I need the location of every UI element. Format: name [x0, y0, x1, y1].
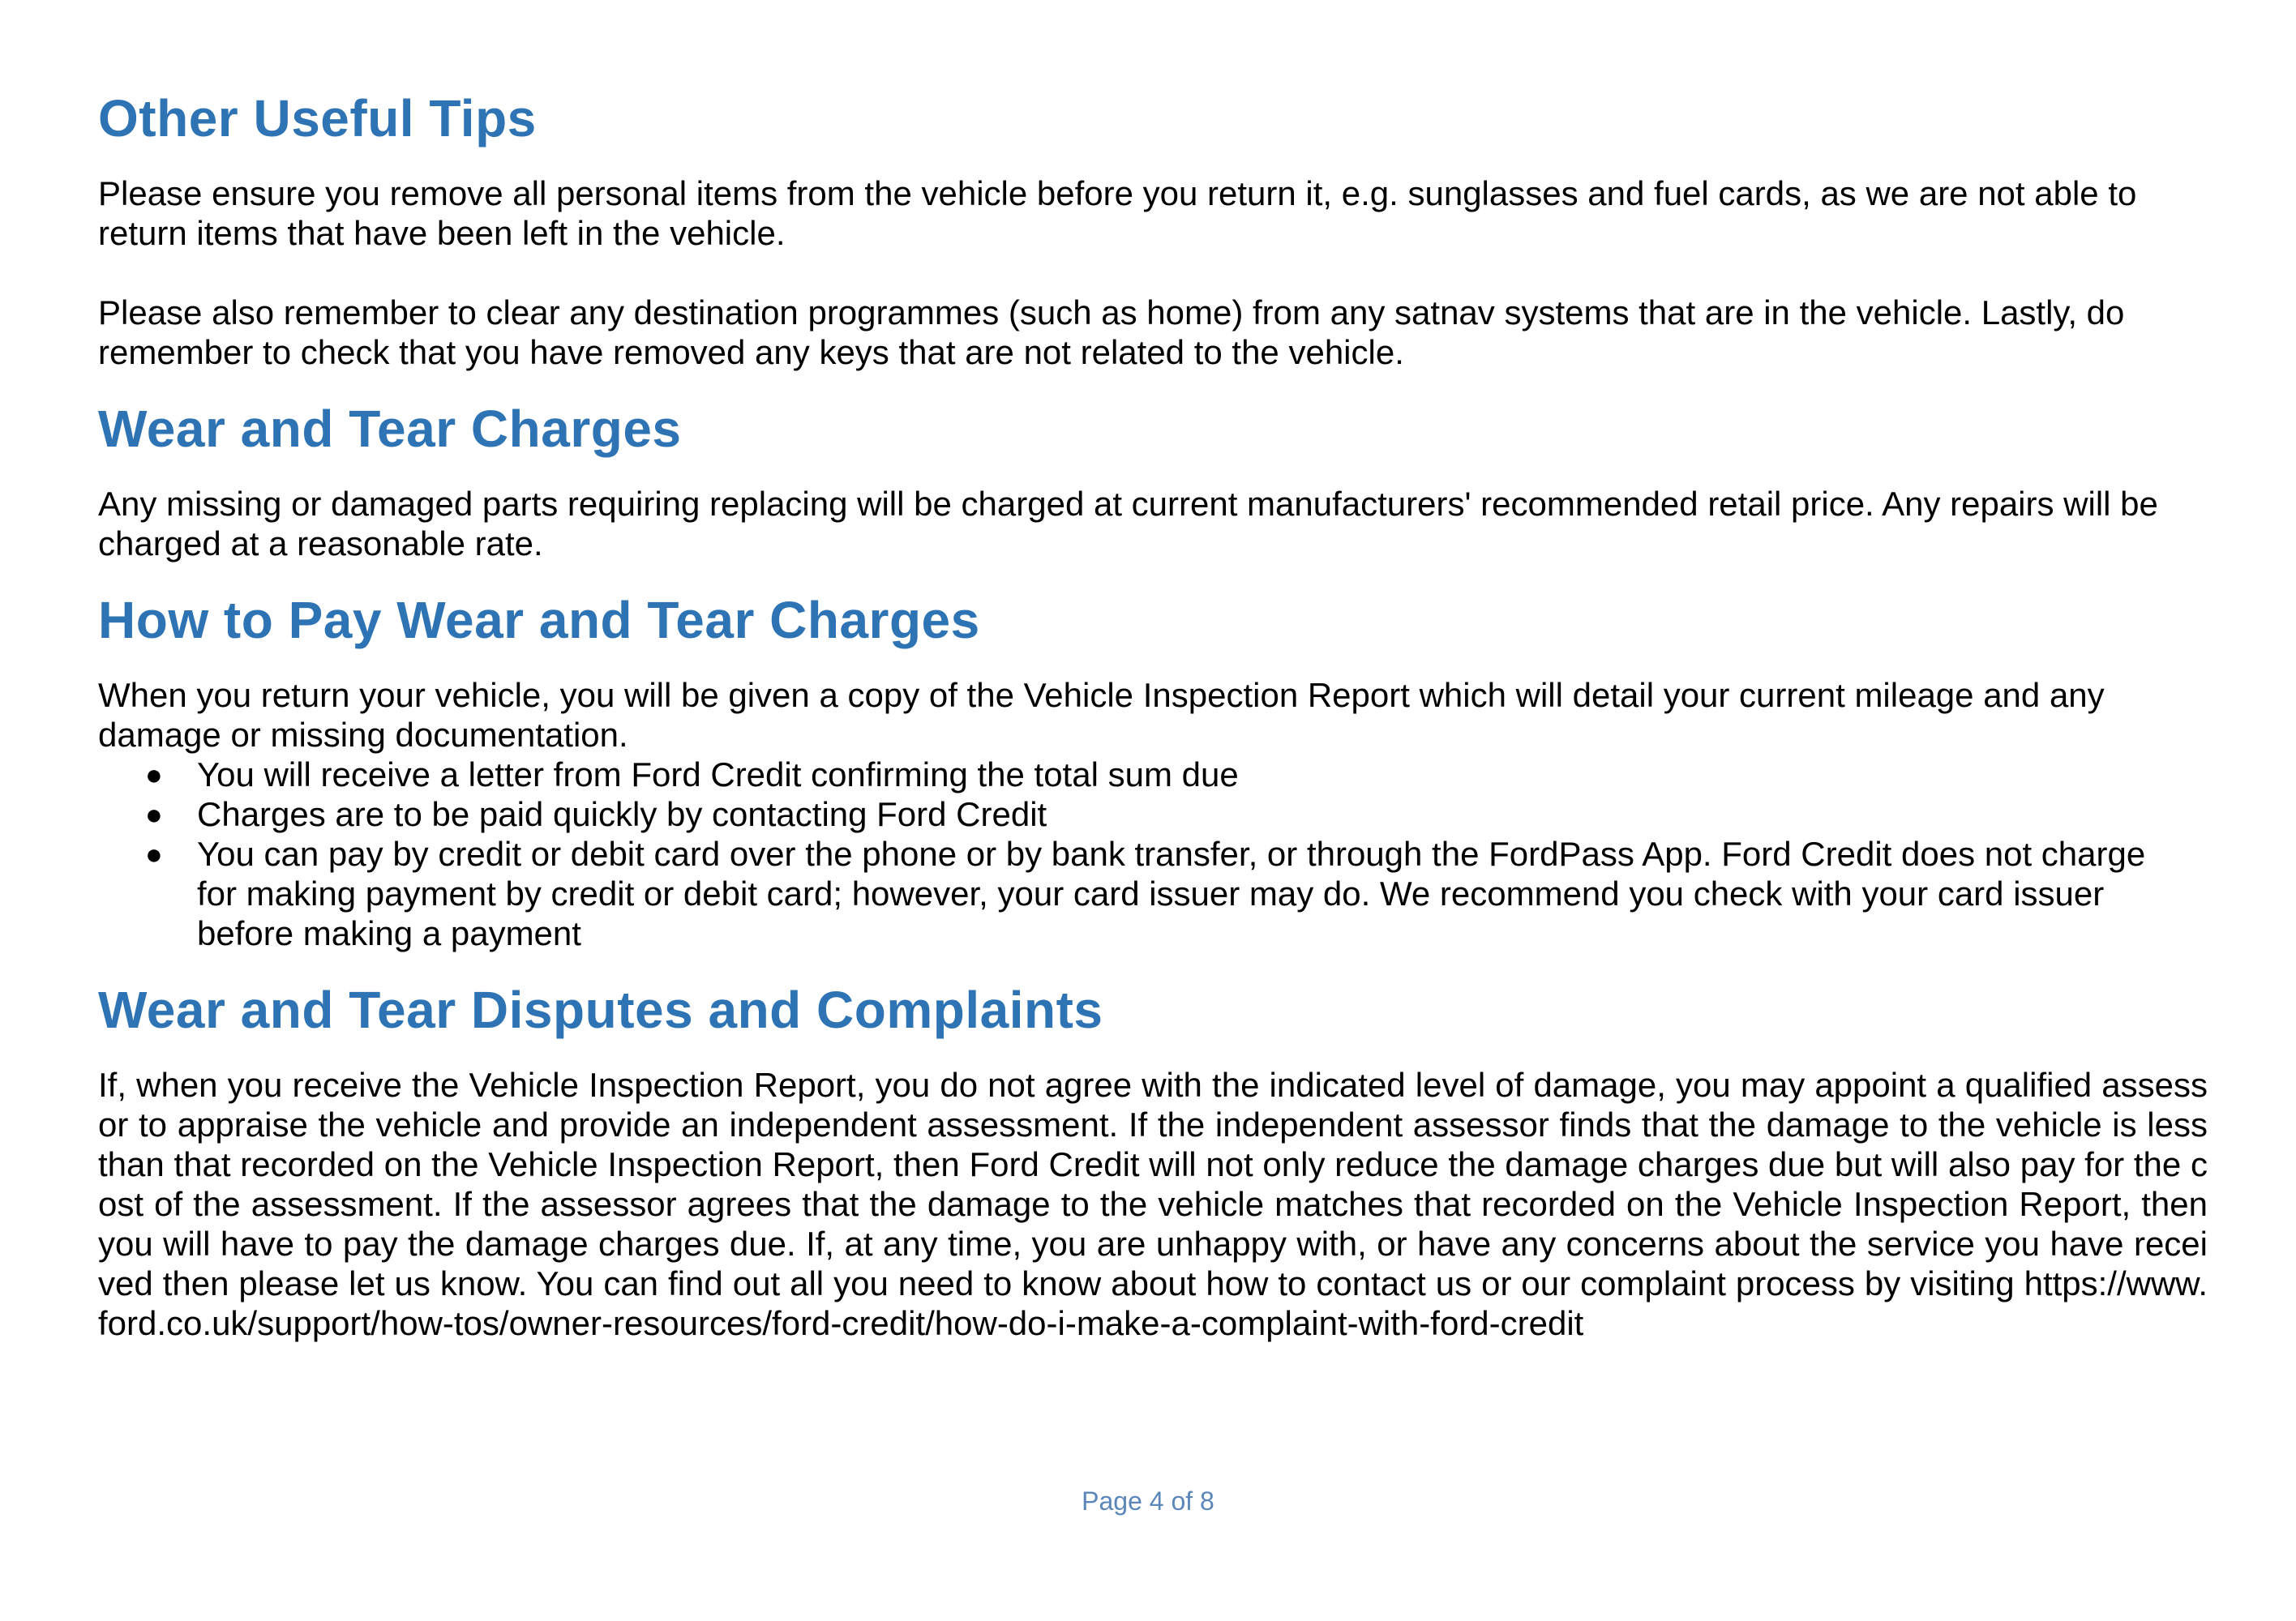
- heading-how-to-pay: How to Pay Wear and Tear Charges: [98, 591, 980, 649]
- list-item-text: You can pay by credit or debit card over the phone or by bank transfer, or through the FordPass App. Ford Credit does not charge for making payment by credit or debit card; however, your card issuer may do. We recommend you check with your card issuer before making a payment: [197, 835, 2146, 952]
- paragraph-charges: Any missing or damaged parts requiring replacing will be charged at current manufacturers' recommended retail price. Any repairs will be charged at a reasonable rate.: [98, 485, 2158, 562]
- paragraph-disputes: If, when you receive the Vehicle Inspection Report, you do not agree with the indicated level of damage, you may appoint a qualified assessor to appraise the vehicle and provide an independent assessment. If the independent assessor finds that the damage to the vehicle is less than that recorded on the Vehicle Inspection Report, then Ford Credit will not only reduce the damage charges due but will also pay for the cost of the assessment. If the assessor agrees that the damage to the vehicle matches that recorded on the Vehicle Inspection Report, then you will have to pay the damage charges due. If, at any time, you are unhappy with, or have any concerns about the service you have received then please let us know. You can find out all you need to know about how to contact us or our complaint process by visiting https://www.ford.co.uk/support/how-tos/owner-resources/ford-credit/how-do-i-make-a-complaint-with-ford-credit: [98, 1066, 2208, 1342]
- page-number-footer: Page 4 of 8: [1082, 1486, 1214, 1516]
- bullet-icon: ●: [145, 758, 163, 791]
- paragraph-personal-items: Please ensure you remove all personal items from the vehicle before you return it, e.g. sunglasses and fuel cards, as we are not able to return items that have been left in the vehicle.: [98, 174, 2137, 252]
- list-item-text: Charges are to be paid quickly by contacting Ford Credit: [197, 795, 1047, 833]
- list-item: [98, 834, 2175, 953]
- heading-other-useful-tips: Other Useful Tips: [98, 89, 537, 148]
- bullet-icon: ●: [145, 798, 163, 831]
- heading-wear-and-tear-charges: Wear and Tear Charges: [98, 400, 682, 458]
- heading-disputes-and-complaints: Wear and Tear Disputes and Complaints: [98, 981, 1103, 1039]
- paragraph-inspection-report: When you return your vehicle, you will be given a copy of the Vehicle Inspection Report which will detail your current mileage and any damage or missing documentation.: [98, 676, 2105, 754]
- document-page: [98, 78, 2232, 1343]
- paragraph-satnav-keys: Please also remember to clear any destination programmes (such as home) from any satnav systems that are in the vehicle. Lastly, do remember to check that you have removed any keys that are not related to the vehicle.: [98, 293, 2125, 371]
- bullet-icon: ●: [145, 837, 163, 870]
- list-item: [98, 794, 2175, 834]
- payment-bullet-list: [98, 755, 2232, 953]
- list-item-text: You will receive a letter from Ford Credit confirming the total sum due: [197, 755, 1239, 793]
- list-item: [98, 755, 2175, 794]
